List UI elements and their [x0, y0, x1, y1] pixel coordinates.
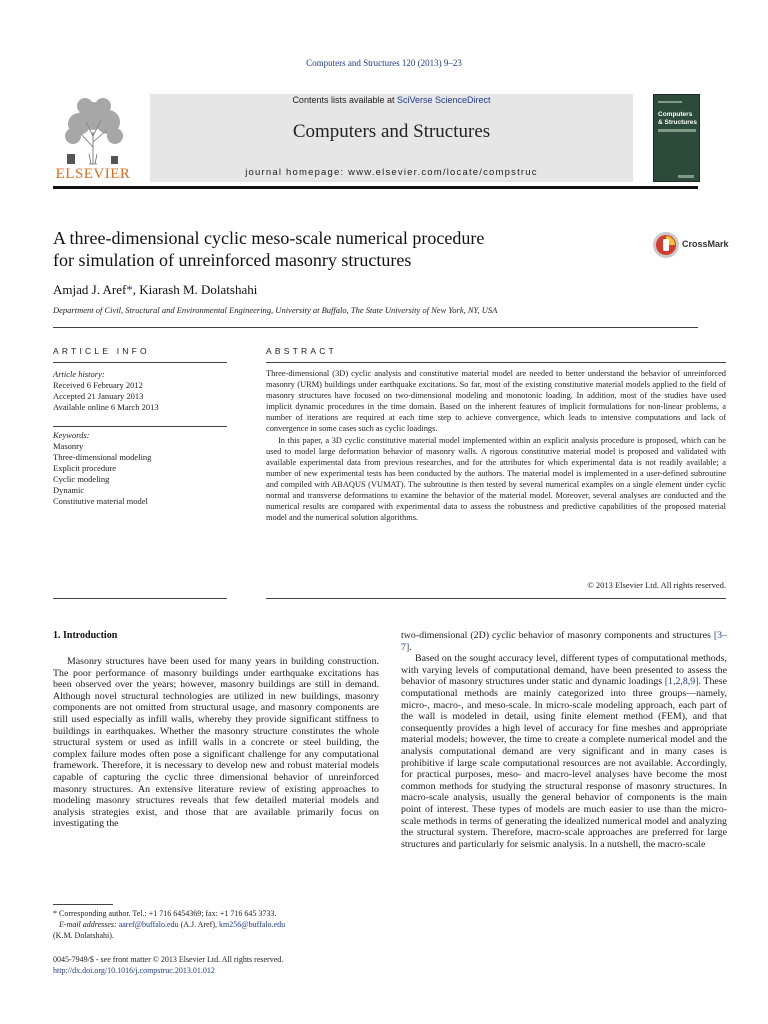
author-list [53, 282, 257, 298]
cover-decoration [658, 101, 682, 103]
abstract-rule [266, 598, 726, 599]
citation-link[interactable]: [1,2,8,9] [664, 676, 699, 688]
email-owner: (K.M. Dolatshahi). [53, 931, 114, 940]
crossmark-label[interactable]: CrossMark [682, 239, 729, 249]
title-rule [53, 327, 698, 328]
footnote [53, 908, 379, 941]
contents-prefix: Contents lists available at [292, 95, 397, 105]
corresponding-author-mark[interactable]: * [126, 282, 133, 297]
body-text: . [409, 641, 412, 653]
history-online: Available online 6 March 2013 [53, 402, 159, 412]
article-title-line2: for simulation of unreinforced masonry structures [53, 250, 412, 270]
copyright: © 2013 Elsevier Ltd. All rights reserved. [587, 580, 726, 590]
body-text: Based on the sought accuracy level, different types of computational methods, with varying levels of computational demand, have been presented to assess the behavior of masonry structures under static and dynamic loadings [401, 653, 727, 688]
contents-line [150, 95, 633, 105]
keyword: Dynamic [53, 485, 85, 495]
email-note [53, 919, 379, 930]
body-paragraph: Masonry structures have been used for many years in building construction. The poor performance of masonry buildings under earthquake excitations has been observed over the years; however, masonry buildings are still in demand. Although novel structural technologies are utilized in new buildings, masonry components are not omitted from structural usage, and masonry components are still used especially as infill walls, whereby they provide significant stiffness to buildings in earthquakes. Whether the masonry structure constitutes the whole structural system or used as infill walls in a concrete or steel building, the complex failure modes often pose a significant challenge for any computational framework. Therefore, it is necessary to develop new and robust material models capable of capturing the cyclic three dimensional behavior of unreinforced masonry structures. An extensive literature review of existing approaches to modeling masonry structures reveals that few detailed material models and analysis strategies exist, and those that are available primarily focus on investigating the [53, 656, 379, 830]
header-rule [53, 186, 698, 189]
keywords-label: Keywords: [53, 430, 90, 440]
info-rule [53, 362, 227, 363]
cover-title-line2: & Structures [658, 119, 698, 126]
article-history [53, 369, 159, 413]
doi-link[interactable]: http://dx.doi.org/10.1016/j.compstruc.2013.01.012 [53, 966, 215, 975]
abstract-body [266, 368, 726, 523]
keywords [53, 430, 151, 507]
elsevier-wordmark: ELSEVIER [55, 166, 131, 182]
abstract-rule [266, 362, 726, 363]
body-paragraph [401, 653, 727, 850]
front-matter [53, 954, 383, 976]
history-accepted: Accepted 21 January 2013 [53, 391, 144, 401]
history-received: Received 6 February 2012 [53, 380, 143, 390]
body-text: . These computational methods are mainly categorized into three groups—namely, micro-, macro-, and meso-scale. In micro-scale modeling approach, each part of the wall is modeled in detail, using finite element method (FEM), and that consequently provides a high level of accuracy for fine meshes and appropriate material models; however, the time to create a complete numerical model and the analysis computational demand are very significant and in many cases is prohibitive if large scale computational resources are not available. Accordingly, for practical purposes, meso- and macro-level analyses have become the most common methods for studying the structural response of masonry structures. In macro-scale analysis, usually the general behavior of components is the main point of interest. These types of models are much easier to use than the micro-scale methods in terms of generating the idealized numerical model and analyzing the structural system. Therefore, macro-scale approaches are preferred for large structures and particularly for seismic analysis. In a nutshell, the macro-scale [401, 676, 727, 850]
abstract-paragraph: Three-dimensional (3D) cyclic analysis and constitutive material model are needed to better understand the behavior of unreinforced masonry (URM) buildings under earthquake excitations. So far, most of the existing constitutive material models applied to the field of masonry structures have focused on two-dimensional modeling and monotonic loading. In addition, most of the studies have used implicit dynamic procedures in the time domain. Based on the inherent features of implicit formulations for non-linear problems, a number of iterations are required at each time step to achieve convergence, which leads to intensive computations and lack of convergence in some cases such as cyclic loadings. [266, 369, 726, 434]
email-label: E-mail addresses: [59, 920, 117, 929]
citation-link[interactable]: [3–7] [401, 630, 727, 653]
body-column-left [53, 656, 379, 830]
journal-citation-link[interactable]: Computers and Structures 120 (2013) 9–23 [306, 58, 462, 68]
sciencedirect-link[interactable]: SciVerse ScienceDirect [397, 95, 491, 105]
cover-title [658, 111, 697, 127]
keyword: Masonry [53, 441, 84, 451]
article-title-line1: A three-dimensional cyclic meso-scale numerical procedure [53, 228, 485, 248]
journal-cover-thumbnail[interactable] [653, 94, 700, 182]
issn-line: 0045-7949/$ - see front matter © 2013 Elsevier Ltd. All rights reserved. [53, 955, 284, 964]
keyword: Three-dimensional modeling [53, 452, 152, 462]
keyword: Constitutive material model [53, 496, 148, 506]
history-label: Article history: [53, 369, 105, 379]
body-column-right [401, 630, 727, 850]
info-rule [53, 598, 227, 599]
cover-decoration [678, 175, 694, 178]
keyword: Cyclic modeling [53, 474, 110, 484]
affiliation: Department of Civil, Structural and Environmental Engineering, University at Buffalo, The State University of New York, NY, USA [53, 305, 498, 315]
footnote-rule [53, 904, 113, 905]
abstract-heading: ABSTRACT [266, 346, 337, 356]
abstract-paragraph: In this paper, a 3D cyclic constitutive material model implemented within an explicit analysis procedure is proposed, which can be used to model large deformation behavior of masonry walls. A rigorous constitutive material model is proposed and validated with available experimental data from previous researches, and for the attributes for which experimental data is not readily available; a number of new experimental tests has been conducted by the authors. The material model is implemented in a user-defined subroutine and compiled with ABAQUS (VUMAT). The subroutine is then tested by several numerical examples on a single element under cyclic normal and transverse deformations to examine the behavior of the material model. Moreover, several analyses are conducted and the numerical results are compared with experimental data to assess the robustness and predictive capabilities of the proposed material model and the numerical solution algorithms. [266, 435, 726, 523]
info-rule [53, 426, 227, 427]
journal-name: Computers and Structures [292, 121, 491, 142]
email-link-dolatshahi[interactable]: km256@buffalo.edu [219, 920, 286, 929]
journal-homepage[interactable]: journal homepage: www.elsevier.com/locate/compstruc [245, 167, 538, 178]
keyword: Explicit procedure [53, 463, 117, 473]
email-link-aref[interactable]: aaref@buffalo.edu [118, 920, 179, 929]
body-text: two-dimensional (2D) cyclic behavior of masonry components and structures [401, 630, 714, 641]
body-paragraph [401, 630, 727, 653]
email-owner: (A.J. Aref), [178, 920, 219, 929]
author-aref[interactable]: Amjad J. Aref [53, 282, 127, 297]
corresponding-author-note: * Corresponding author. Tel.: +1 716 6454369; fax: +1 716 645 3733. [53, 909, 277, 918]
cover-title-line1: Computers [658, 111, 693, 118]
cover-decoration [658, 129, 696, 132]
section-heading-introduction: 1. Introduction [53, 630, 118, 641]
article-title [53, 227, 613, 271]
article-info-heading: ARTICLE INFO [53, 346, 150, 356]
author-dolatshahi[interactable]: , Kiarash M. Dolatshahi [132, 282, 258, 297]
